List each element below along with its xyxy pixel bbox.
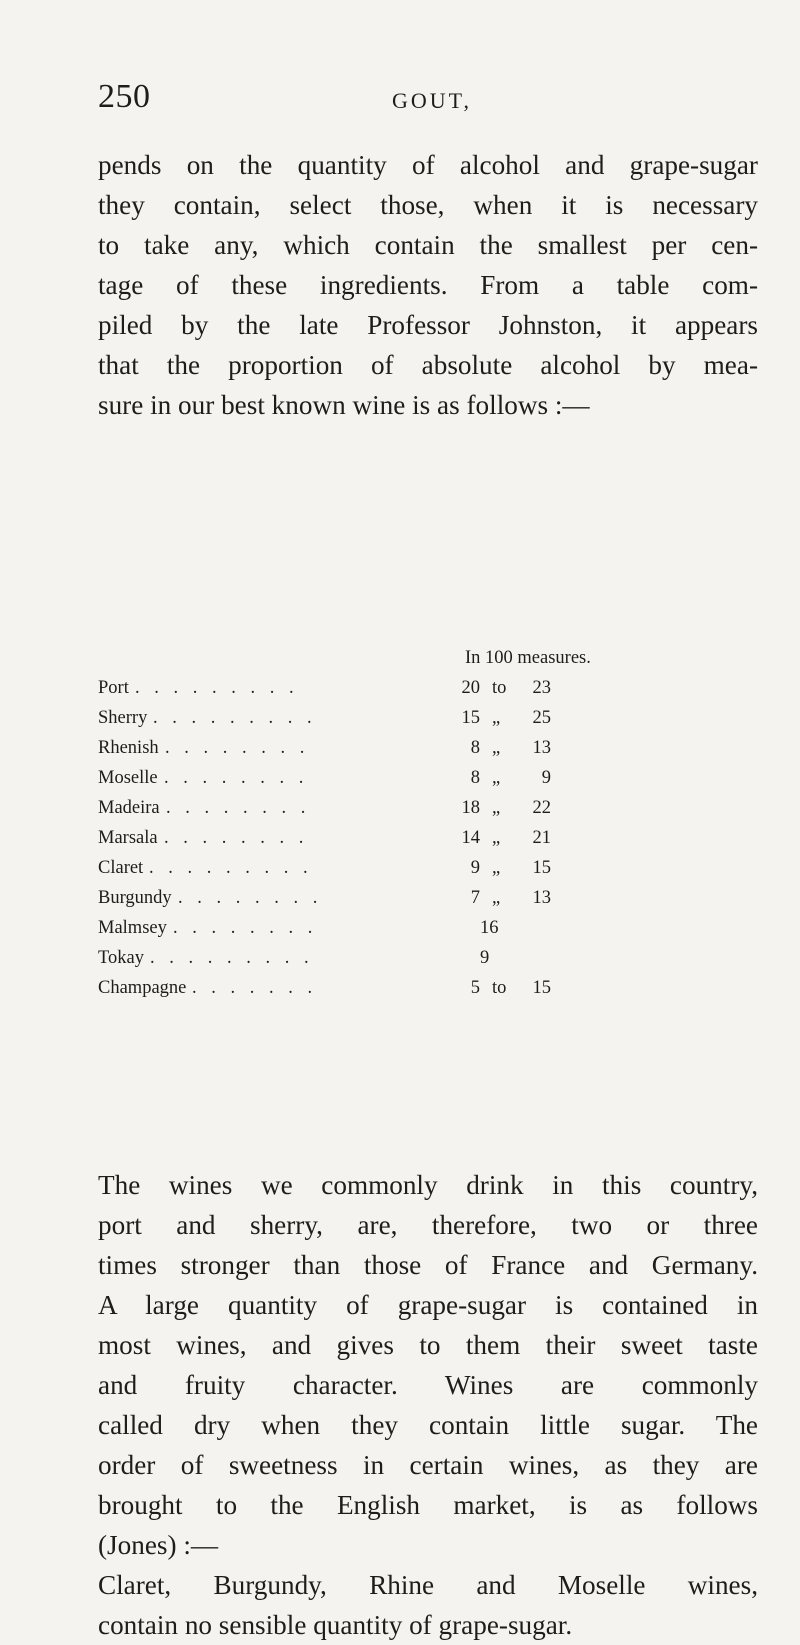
- wine-name: Sherry: [98, 708, 148, 728]
- wine-name: Tokay: [98, 948, 144, 968]
- leader-dots: . . . . . . . .: [173, 918, 318, 938]
- table-row: [98, 888, 758, 918]
- leader-dots: . . . . . . . .: [164, 828, 309, 848]
- alcohol-min: 14: [461, 828, 480, 848]
- text-line: Claret, Burgundy, Rhine and Moselle wines,: [98, 1570, 758, 1600]
- text-line: sure in our best known wine is as follows :—: [98, 390, 590, 420]
- leader-dots: . . . . . . . . .: [149, 858, 313, 878]
- text-line: A large quantity of grape-sugar is contained in: [98, 1290, 758, 1320]
- alcohol-max: 13: [532, 738, 551, 758]
- wine-name: Marsala: [98, 828, 158, 848]
- wine-name: Madeira: [98, 798, 160, 818]
- alcohol-max: 15: [532, 858, 551, 878]
- range-separator: „: [492, 798, 501, 818]
- table-row: [98, 798, 758, 828]
- text-line: and fruity character. Wines are commonly: [98, 1370, 758, 1400]
- wine-name: Port: [98, 678, 129, 698]
- leader-dots: . . . . . . . .: [166, 798, 311, 818]
- paragraph-sweetness: [98, 1565, 758, 1645]
- leader-dots: . . . . . . . .: [164, 768, 309, 788]
- text-line: (Jones) :—: [98, 1530, 219, 1560]
- alcohol-min: 8: [470, 768, 480, 788]
- text-line: pends on the quantity of alcohol and grape-sugar: [98, 150, 758, 180]
- range-separator: „: [492, 708, 501, 728]
- alcohol-min: 8: [470, 738, 480, 758]
- alcohol-min: 20: [461, 678, 480, 698]
- range-separator: „: [492, 768, 501, 788]
- alcohol-max: 25: [532, 708, 551, 728]
- range-separator: „: [492, 738, 501, 758]
- alcohol-min: 18: [461, 798, 480, 818]
- wine-name: Burgundy: [98, 888, 172, 908]
- text-line: that the proportion of absolute alcohol by mea-: [98, 350, 758, 380]
- text-line: times stronger than those of France and Germany.: [98, 1250, 758, 1280]
- wine-name: Moselle: [98, 768, 158, 788]
- leader-dots: . . . . . . . . .: [153, 708, 317, 728]
- alcohol-min: 7: [470, 888, 480, 908]
- alcohol-max: 13: [532, 888, 551, 908]
- text-line: brought to the English market, is as follows: [98, 1490, 758, 1520]
- alcohol-value: 9: [480, 948, 490, 968]
- text-line: port and sherry, are, therefore, two or three: [98, 1210, 758, 1240]
- paragraph-discussion: [98, 1165, 758, 1565]
- running-head: GOUT,: [392, 88, 472, 113]
- text-line: The wines we commonly drink in this country,: [98, 1170, 758, 1200]
- leader-dots: . . . . . . .: [192, 978, 318, 998]
- wine-name: Claret: [98, 858, 144, 878]
- leader-dots: . . . . . . . .: [165, 738, 310, 758]
- leader-dots: . . . . . . . . .: [135, 678, 299, 698]
- alcohol-max: 23: [532, 678, 551, 698]
- alcohol-max: 21: [532, 828, 551, 848]
- range-separator: to: [492, 978, 507, 998]
- table-row: [98, 948, 758, 978]
- table-row: [98, 738, 758, 768]
- range-separator: „: [492, 828, 501, 848]
- text-line: to take any, which contain the smallest per cen-: [98, 230, 758, 260]
- range-separator: „: [492, 858, 501, 878]
- wine-name: Rhenish: [98, 738, 159, 758]
- range-separator: to: [492, 678, 507, 698]
- text-line: piled by the late Professor Johnston, it appears: [98, 310, 758, 340]
- table-row: [98, 708, 758, 738]
- alcohol-min: 5: [470, 978, 480, 998]
- alcohol-max: 15: [532, 978, 551, 998]
- wine-name: Champagne: [98, 978, 187, 998]
- text-line: order of sweetness in certain wines, as they are: [98, 1450, 758, 1480]
- alcohol-max: 22: [532, 798, 551, 818]
- alcohol-min: 9: [470, 858, 480, 878]
- range-separator: „: [492, 888, 501, 908]
- table-row: [98, 678, 758, 708]
- table-row: [98, 858, 758, 888]
- paragraph-intro: [98, 145, 758, 425]
- table-row: [98, 768, 758, 798]
- table-caption: In 100 measures.: [465, 648, 591, 668]
- alcohol-value: 16: [480, 918, 499, 938]
- text-line: tage of these ingredients. From a table com-: [98, 270, 758, 300]
- text-line: contain no sensible quantity of grape-sugar.: [98, 1610, 573, 1640]
- leader-dots: . . . . . . . .: [178, 888, 323, 908]
- alcohol-min: 15: [461, 708, 480, 728]
- page-header: [98, 78, 718, 118]
- text-line: they contain, select those, when it is necessary: [98, 190, 758, 220]
- table-row: [98, 828, 758, 858]
- alcohol-max: 9: [541, 768, 551, 788]
- leader-dots: . . . . . . . . .: [150, 948, 314, 968]
- table-row: [98, 918, 758, 948]
- wine-name: Malmsey: [98, 918, 167, 938]
- page-number: 250: [98, 78, 151, 115]
- table-row: [98, 978, 758, 1008]
- text-line: called dry when they contain little sugar. The: [98, 1410, 758, 1440]
- text-line: most wines, and gives to them their sweet taste: [98, 1330, 758, 1360]
